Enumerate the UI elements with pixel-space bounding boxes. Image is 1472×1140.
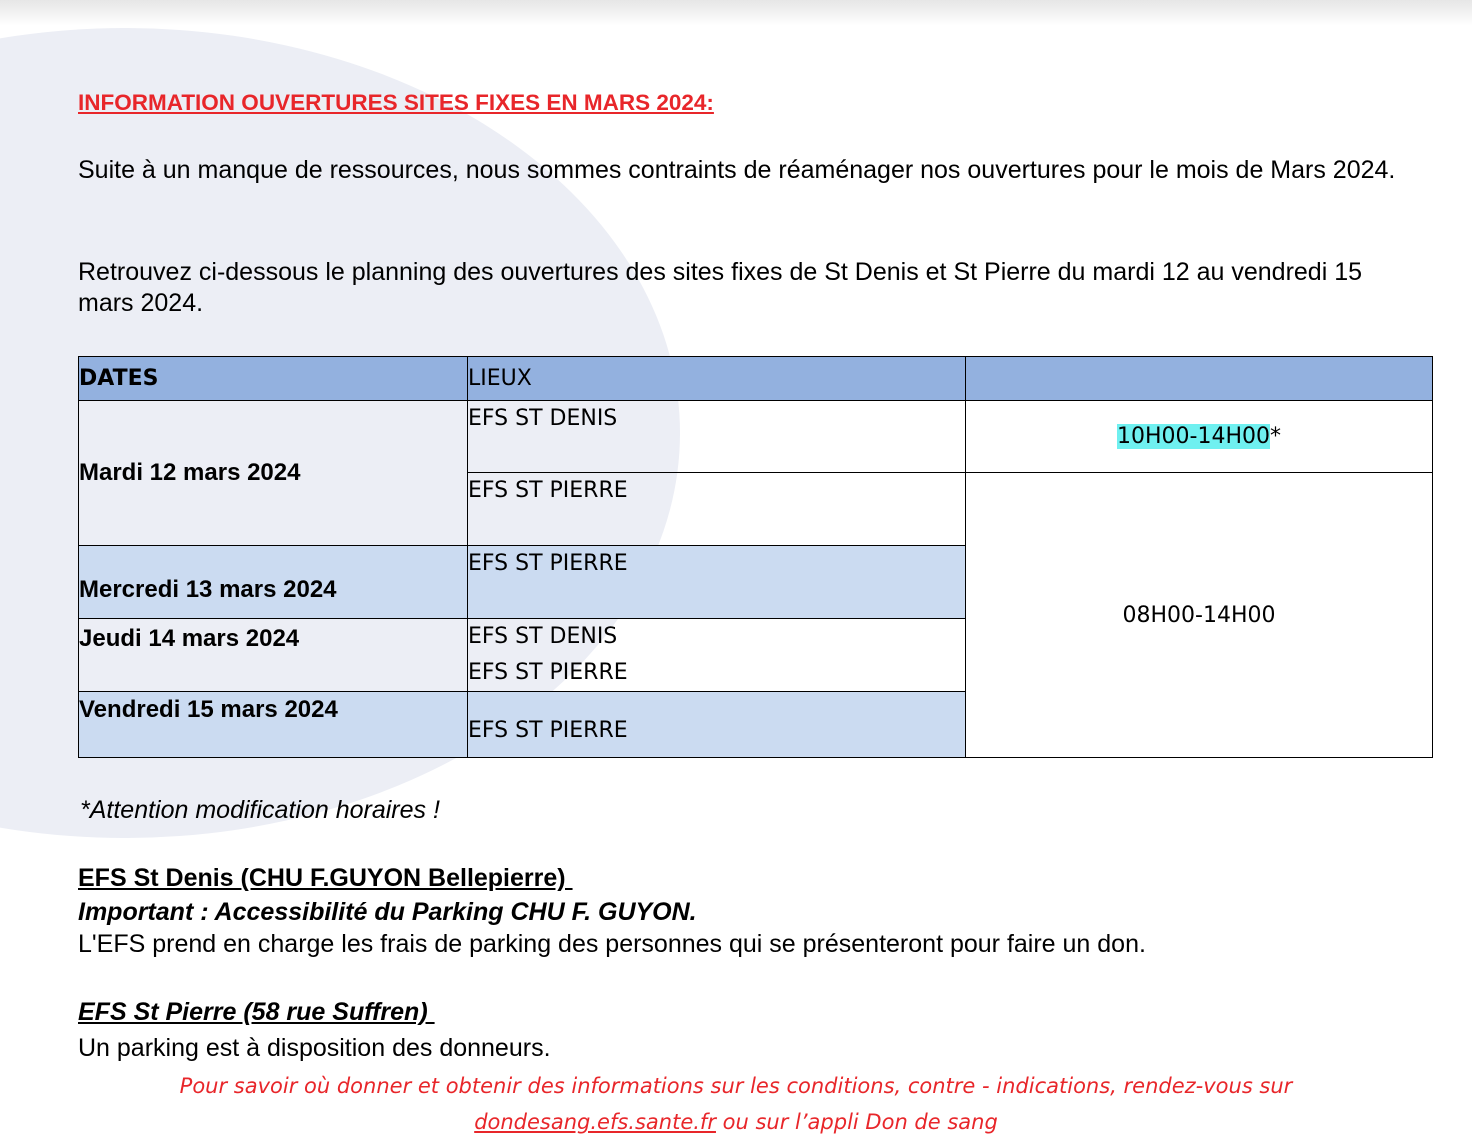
row-lieu: EFS ST DENIS (468, 401, 966, 473)
st-pierre-title: EFS St Pierre (58 rue Suffren) (78, 998, 435, 1026)
row-lieux-jeudi (468, 619, 966, 692)
header-lieux: LIEUX (468, 357, 966, 401)
table-row (79, 401, 1433, 473)
page-heading: INFORMATION OUVERTURES SITES FIXES EN MARS 2024: (78, 90, 714, 115)
footer-info (0, 1068, 1472, 1140)
row-lieu: EFS ST DENIS (468, 624, 618, 649)
time-special-highlight: 10H00-14H00 (1116, 424, 1270, 449)
intro-paragraph-2: Retrouvez ci-dessous le planning des ouvertures des sites fixes de St Denis et St Pierre du mardi 12 au vendredi 15 mars 2024. (78, 258, 1363, 317)
header-horaires (966, 357, 1433, 401)
row-lieu: EFS ST PIERRE (468, 473, 966, 546)
schedule-note: *Attention modification horaires ! (80, 796, 440, 824)
row-date-vendredi: Vendredi 15 mars 2024 (79, 692, 468, 758)
row-date-mercredi: Mercredi 13 mars 2024 (79, 546, 468, 619)
row-lieu: EFS ST PIERRE (468, 660, 628, 685)
row-date-mardi: Mardi 12 mars 2024 (79, 401, 468, 546)
footer-line-2 (0, 1104, 1472, 1140)
footer-line-2-text: ou sur l’appli Don de sang (715, 1110, 998, 1134)
planning-table (78, 356, 1433, 758)
table-header-row (79, 357, 1433, 401)
time-special-cell (966, 401, 1433, 473)
st-denis-text: L'EFS prend en charge les frais de parking des personnes qui se présenteront pour faire un don. (78, 930, 1146, 958)
intro-paragraph-1: Suite à un manque de ressources, nous sommes contraints de réaménager nos ouvertures pour le mois de Mars 2024. (78, 156, 1396, 184)
st-denis-title: EFS St Denis (CHU F.GUYON Bellepierre) (78, 864, 573, 892)
st-denis-subtitle: Important : Accessibilité du Parking CHU F. GUYON. (78, 898, 697, 926)
st-pierre-text: Un parking est à disposition des donneurs. (78, 1034, 551, 1062)
row-lieu: EFS ST PIERRE (468, 692, 966, 758)
header-dates: DATES (79, 357, 468, 401)
time-regular-cell: 08H00-14H00 (966, 473, 1433, 758)
row-lieu: EFS ST PIERRE (468, 546, 966, 619)
time-special-mark: * (1270, 424, 1281, 449)
footer-website-link[interactable]: dondesang.efs.sante.fr (474, 1110, 716, 1134)
row-date-jeudi: Jeudi 14 mars 2024 (79, 619, 468, 692)
footer-line-1: Pour savoir où donner et obtenir des informations sur les conditions, contre - indications, rendez-vous sur (179, 1074, 1293, 1098)
